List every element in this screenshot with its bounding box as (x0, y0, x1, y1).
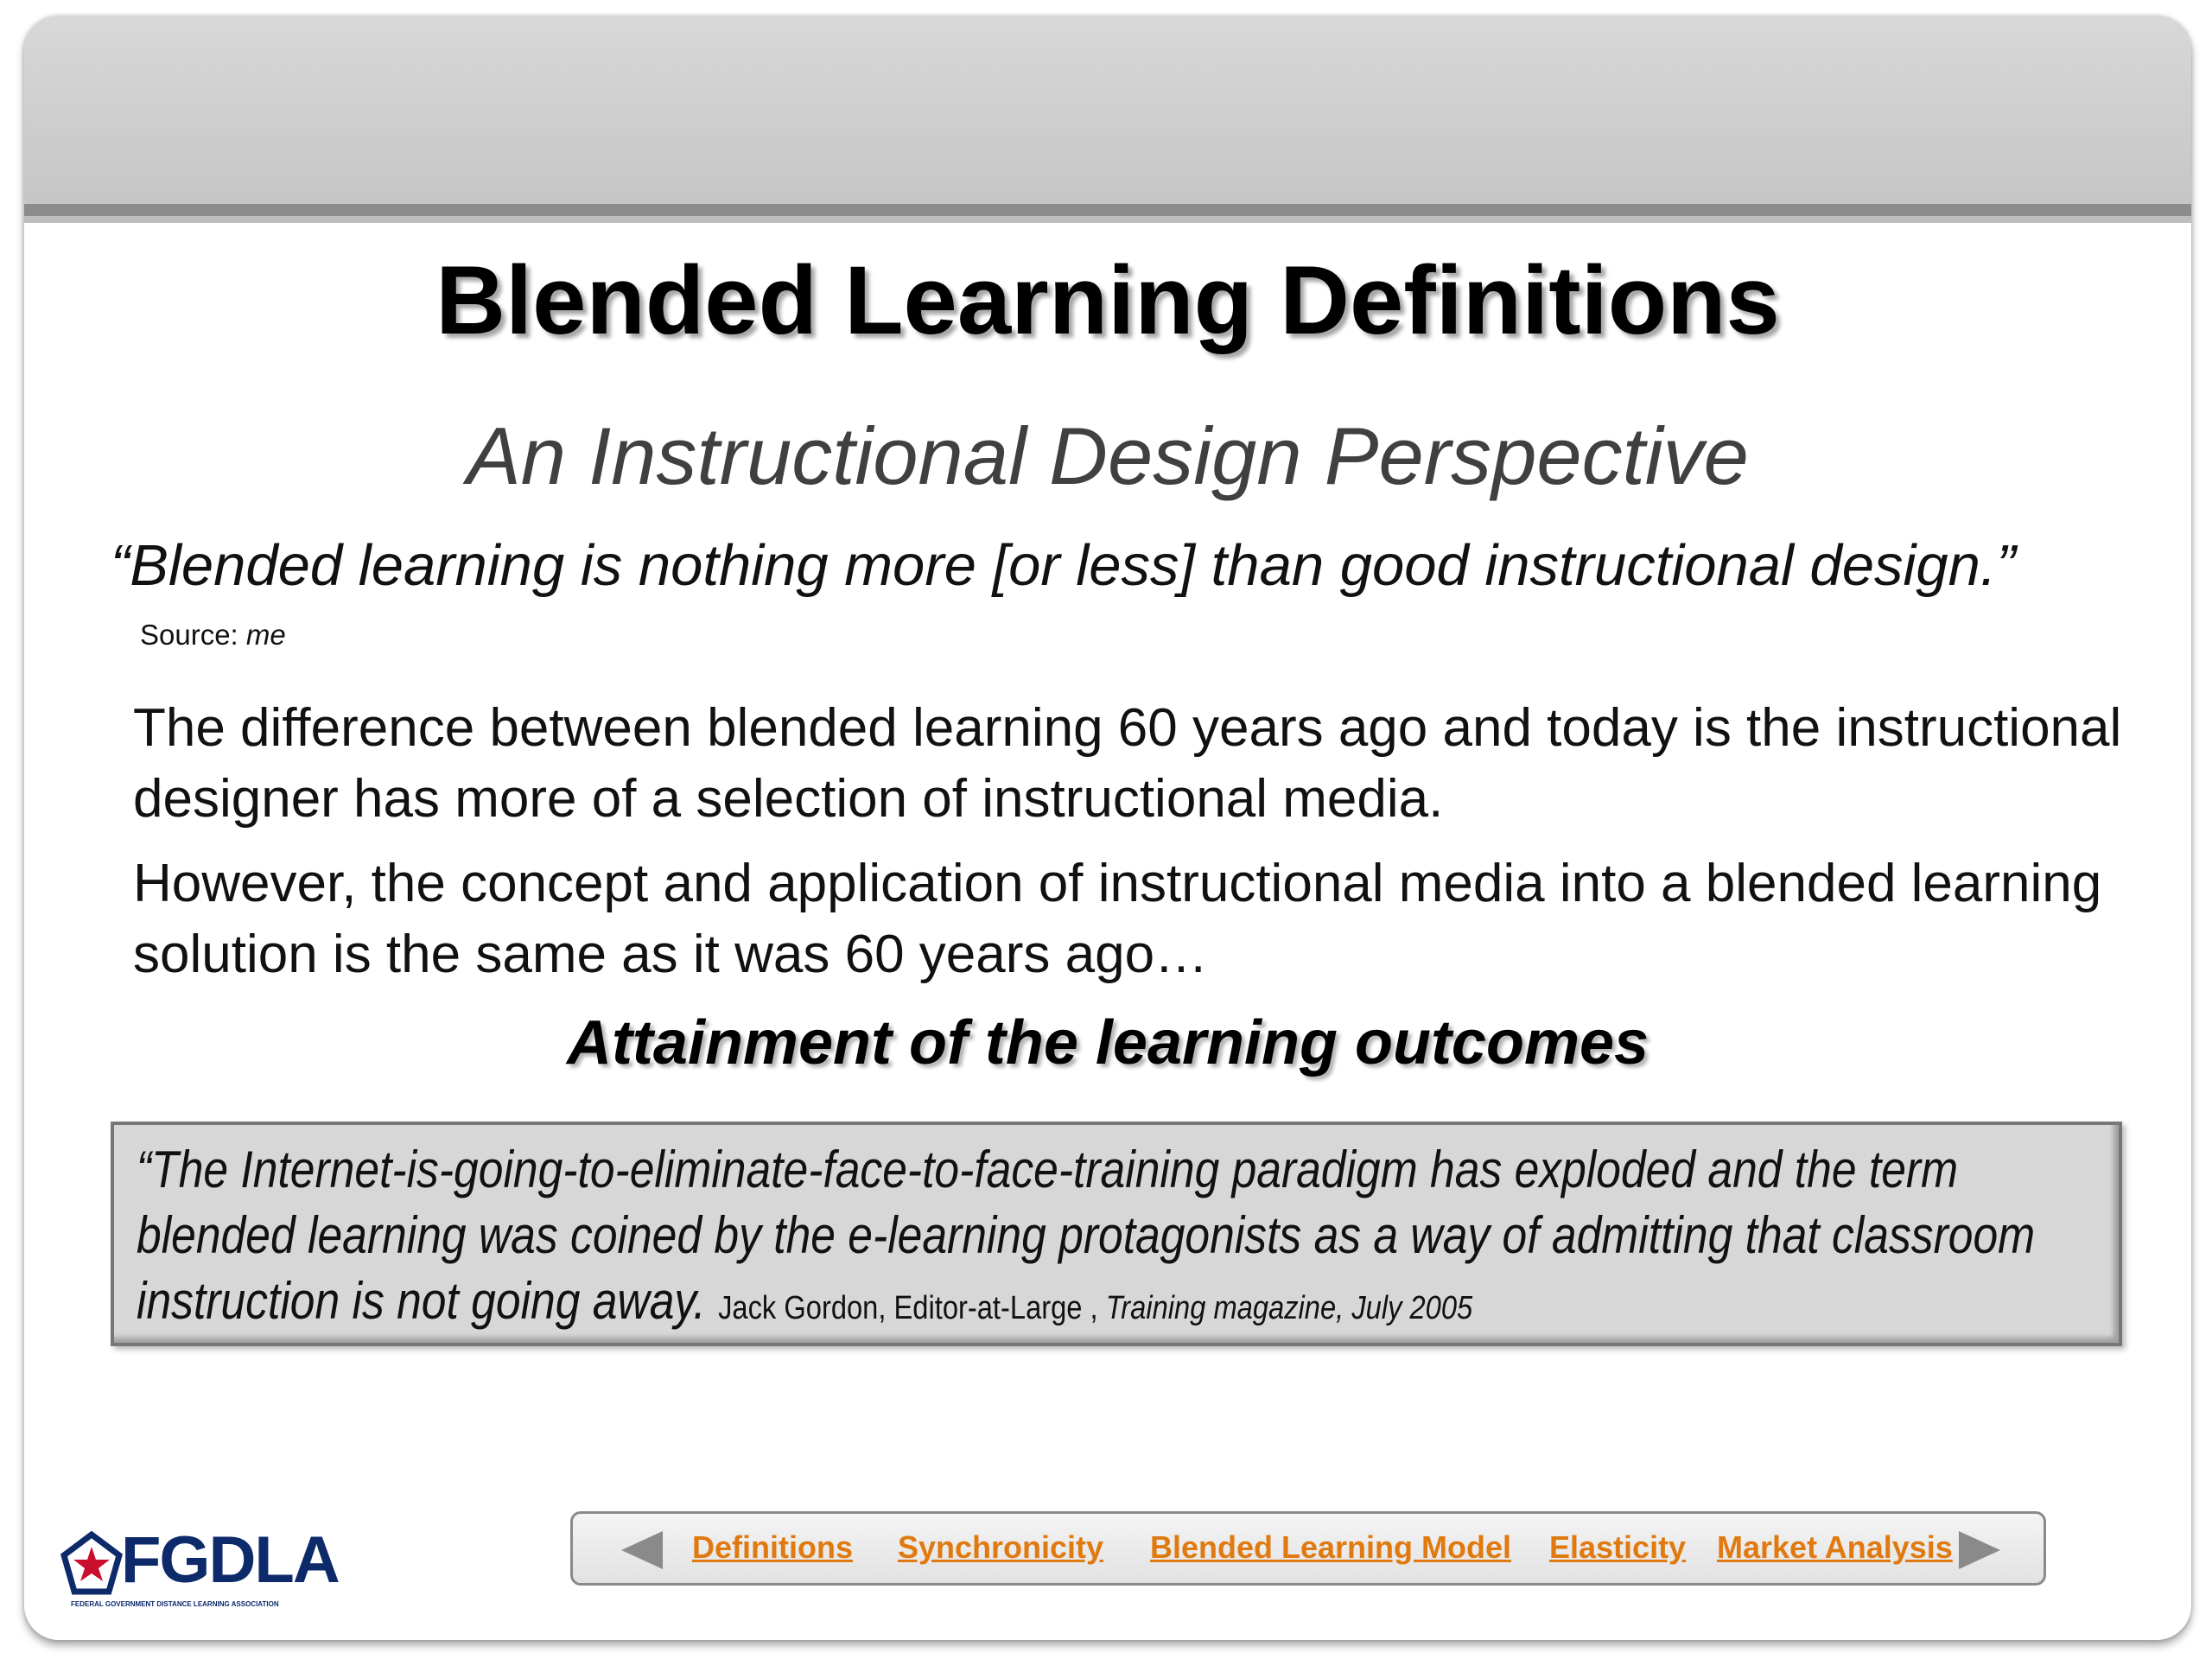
header-rule-light (24, 216, 2191, 223)
nav-link-definitions[interactable]: Definitions (692, 1529, 853, 1565)
attribution-publication: Training magazine, July 2005 (1105, 1290, 1473, 1326)
boxed-quote (111, 1122, 2122, 1346)
slide-nav-bar (570, 1511, 2046, 1586)
attribution-author: Jack Gordon, Editor-at-Large , (718, 1290, 1098, 1326)
slide (24, 16, 2191, 1640)
logo-text: FGDLA (121, 1523, 339, 1597)
prev-arrow-icon[interactable] (621, 1531, 663, 1569)
boxed-quote-text-block (137, 1137, 2098, 1341)
header-band (24, 16, 2191, 204)
quote-attribution (718, 1290, 1472, 1326)
fgdla-logo (60, 1523, 354, 1631)
boxed-quote-text: “The Internet-is-going-to-eliminate-face-to-face-training paradigm has exploded and the term blended learning was coined by the e-learning protagonists as a way of admitting that classroom instruction is not going away. (137, 1141, 2036, 1330)
quote-source (140, 619, 286, 652)
logo-subtitle: FEDERAL GOVERNMENT DISTANCE LEARNING ASSOCIATION (71, 1600, 279, 1608)
paragraph-2: However, the concept and application of instructional media into a blended learning solution is the same as it was 60 years ago… (133, 854, 2102, 984)
slide-title: Blended Learning Definitions (435, 246, 1780, 354)
nav-link-elasticity[interactable]: Elasticity (1549, 1529, 1687, 1565)
definition-quote: “Blended learning is nothing more [or less] than good instructional design.” (111, 533, 2016, 598)
source-value: me (245, 619, 286, 651)
next-arrow-icon[interactable] (1959, 1531, 2000, 1569)
header-rule (24, 204, 2191, 216)
slide-subtitle: An Instructional Design Perspective (467, 410, 1749, 501)
paragraph-1: The difference between blended learning 60 years ago and today is the instructional designer has more of a selection of instructional media. (133, 698, 2122, 829)
nav-link-market-analysis[interactable]: Market Analysis (1717, 1529, 1953, 1565)
nav-link-blended-learning-model[interactable]: Blended Learning Model (1150, 1529, 1512, 1565)
source-label: Source: (140, 619, 238, 651)
nav-link-synchronicity[interactable]: Synchronicity (898, 1529, 1104, 1565)
pentagon-star-icon (60, 1531, 123, 1600)
emphasis-heading: Attainment of the learning outcomes (566, 1008, 1649, 1077)
